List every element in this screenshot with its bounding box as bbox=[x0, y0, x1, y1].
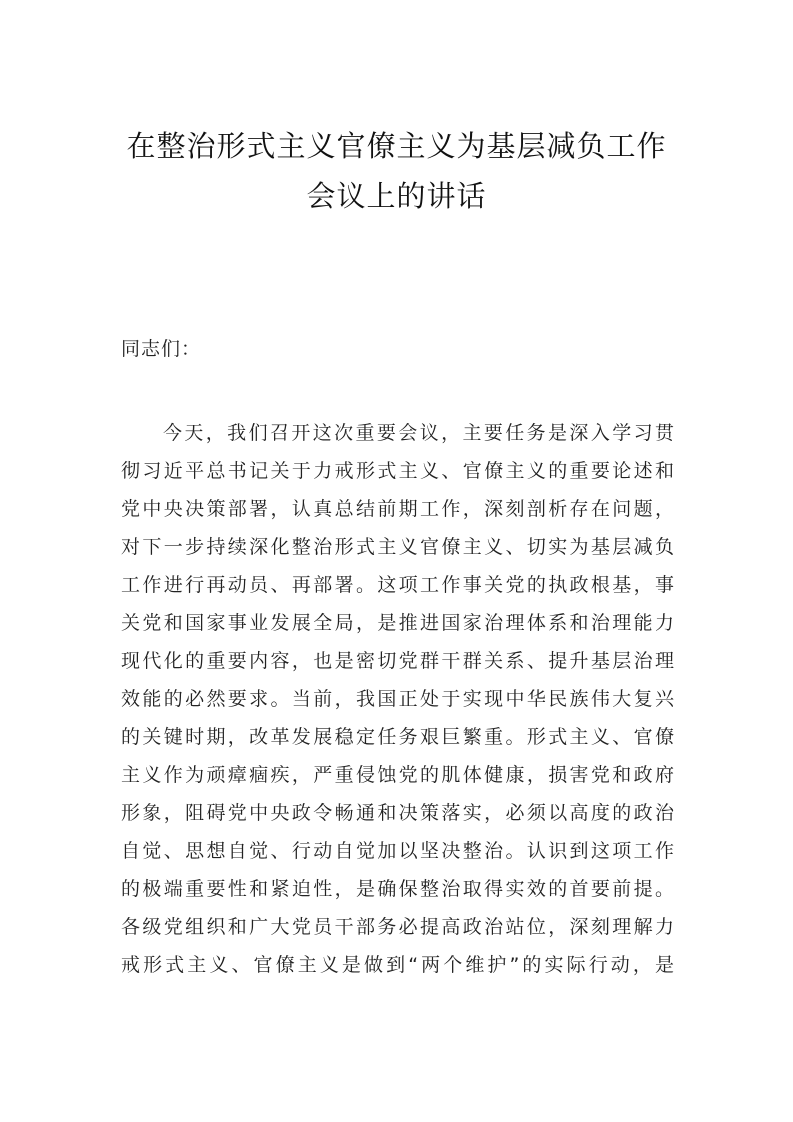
body-line: 形象，阻碍党中央政令畅通和决策落实，必须以高度的政治 bbox=[121, 802, 674, 824]
body-line: 的极端重要性和紧迫性，是确保整治取得实效的首要前提。 bbox=[121, 878, 674, 900]
body-line: 效能的必然要求。当前，我国正处于实现中华民族伟大复兴 bbox=[121, 688, 674, 710]
body-line: 党中央决策部署，认真总结前期工作，深刻剖析存在问题， bbox=[121, 498, 674, 520]
salutation: 同志们： bbox=[121, 338, 202, 360]
document-title-line-1: 在整治形式主义官僚主义为基层减负工作 bbox=[126, 129, 667, 163]
body-line: 各级党组织和广大党员干部务必提高政治站位，深刻理解力 bbox=[121, 916, 674, 938]
document-title-line-2: 会议上的讲话 bbox=[306, 179, 487, 213]
body-line: 戒形式主义、官僚主义是做到“两个维护”的实际行动，是 bbox=[121, 954, 674, 976]
body-line: 自觉、思想自觉、行动自觉加以坚决整治。认识到这项工作 bbox=[121, 840, 674, 862]
body-line: 现代化的重要内容，也是密切党群干群关系、提升基层治理 bbox=[121, 650, 674, 672]
body-line: 关党和国家事业发展全局，是推进国家治理体系和治理能力 bbox=[121, 612, 674, 634]
body-line: 的关键时期，改革发展稳定任务艰巨繁重。形式主义、官僚 bbox=[121, 726, 674, 748]
body-line: 工作进行再动员、再部署。这项工作事关党的执政根基，事 bbox=[121, 574, 674, 596]
body-line: 对下一步持续深化整治形式主义官僚主义、切实为基层减负 bbox=[121, 536, 674, 558]
body-line: 今天，我们召开这次重要会议，主要任务是深入学习贯 bbox=[163, 422, 674, 444]
body-line: 彻习近平总书记关于力戒形式主义、官僚主义的重要论述和 bbox=[121, 460, 674, 482]
body-line: 主义作为顽瘴痼疾，严重侵蚀党的肌体健康，损害党和政府 bbox=[121, 764, 674, 786]
